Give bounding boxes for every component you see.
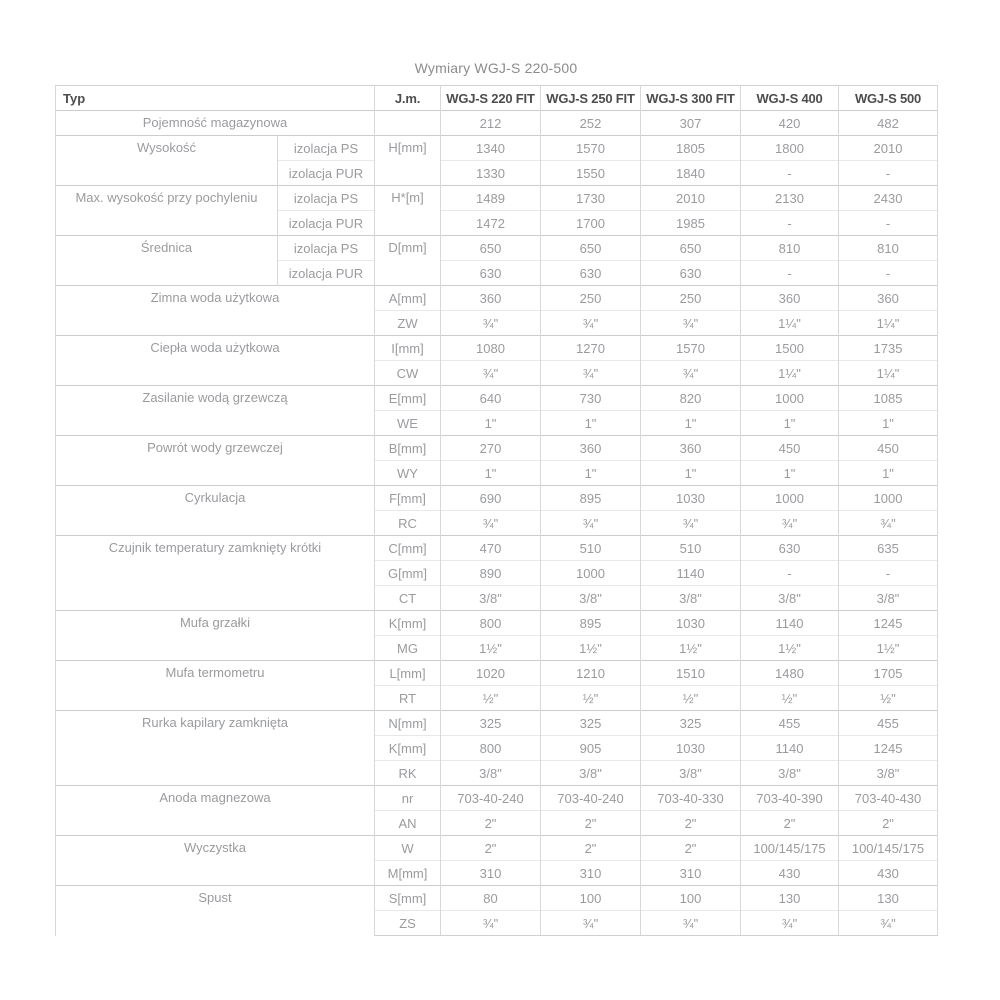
value-cell: ¾" <box>441 511 541 536</box>
unit-cell: WE <box>375 411 441 436</box>
row-group-label: Max. wysokość przy pochyleniu <box>56 186 278 236</box>
row-group-label: Pojemność magazynowa <box>56 111 375 136</box>
value-cell: ¾" <box>641 311 741 336</box>
unit-cell: N[mm] <box>375 711 441 736</box>
value-cell: - <box>839 261 938 286</box>
value-cell: 100/145/175 <box>741 836 839 861</box>
row-group-label: Wyczystka <box>56 836 375 886</box>
value-cell: 2430 <box>839 186 938 211</box>
value-cell: 252 <box>541 111 641 136</box>
value-cell: 1030 <box>641 486 741 511</box>
value-cell: 1489 <box>441 186 541 211</box>
value-cell: 1" <box>839 411 938 436</box>
value-cell: ½" <box>741 686 839 711</box>
value-cell: 650 <box>441 236 541 261</box>
value-cell: 3/8" <box>839 586 938 611</box>
value-cell: 1½" <box>839 636 938 661</box>
column-header-model: WGJ-S 500 <box>839 86 938 111</box>
value-cell: 100 <box>641 886 741 911</box>
value-cell: 630 <box>641 261 741 286</box>
value-cell: 510 <box>641 536 741 561</box>
spec-table <box>55 85 938 936</box>
value-cell: 1½" <box>541 636 641 661</box>
value-cell: 360 <box>641 436 741 461</box>
unit-cell: MG <box>375 636 441 661</box>
table-row <box>56 136 938 161</box>
value-cell: 1570 <box>641 336 741 361</box>
table-row <box>56 386 938 411</box>
value-cell: 895 <box>541 611 641 636</box>
row-group-label: Mufa termometru <box>56 661 375 711</box>
unit-cell: G[mm] <box>375 561 441 586</box>
value-cell: 430 <box>741 861 839 886</box>
value-cell: 2010 <box>839 136 938 161</box>
value-cell: 703-40-240 <box>441 786 541 811</box>
value-cell: 630 <box>541 261 641 286</box>
table-row <box>56 336 938 361</box>
value-cell: 1½" <box>741 636 839 661</box>
insulation-variant-label: izolacja PS <box>278 236 375 261</box>
value-cell: 1700 <box>541 211 641 236</box>
value-cell: ½" <box>541 686 641 711</box>
unit-cell: AN <box>375 811 441 836</box>
value-cell: 130 <box>741 886 839 911</box>
value-cell: - <box>741 261 839 286</box>
row-group-label: Cyrkulacja <box>56 486 375 536</box>
value-cell: 80 <box>441 886 541 911</box>
value-cell: 2" <box>541 836 641 861</box>
value-cell: 1¼" <box>839 361 938 386</box>
value-cell: ¾" <box>541 511 641 536</box>
value-cell: 800 <box>441 736 541 761</box>
value-cell: 640 <box>441 386 541 411</box>
value-cell: ½" <box>839 686 938 711</box>
value-cell: 310 <box>541 861 641 886</box>
unit-cell: RT <box>375 686 441 711</box>
value-cell: 310 <box>641 861 741 886</box>
value-cell: 1¼" <box>741 361 839 386</box>
unit-cell <box>375 111 441 136</box>
spec-table-head <box>56 86 938 111</box>
unit-cell: H[mm] <box>375 136 441 186</box>
column-header-model: WGJ-S 400 <box>741 86 839 111</box>
value-cell: 703-40-330 <box>641 786 741 811</box>
value-cell: 703-40-240 <box>541 786 641 811</box>
row-group-label: Średnica <box>56 236 278 286</box>
value-cell: 895 <box>541 486 641 511</box>
value-cell: - <box>741 211 839 236</box>
value-cell: 1730 <box>541 186 641 211</box>
value-cell: 1735 <box>839 336 938 361</box>
value-cell: 360 <box>541 436 641 461</box>
table-title: Wymiary WGJ-S 220-500 <box>414 60 578 76</box>
value-cell: 1245 <box>839 736 938 761</box>
value-cell: ¾" <box>541 361 641 386</box>
value-cell: 1" <box>641 461 741 486</box>
value-cell: 890 <box>441 561 541 586</box>
value-cell: 420 <box>741 111 839 136</box>
value-cell: 1570 <box>541 136 641 161</box>
value-cell: 1000 <box>741 386 839 411</box>
value-cell: 325 <box>641 711 741 736</box>
unit-cell: ZS <box>375 911 441 936</box>
value-cell: 1000 <box>741 486 839 511</box>
row-group-label: Zasilanie wodą grzewczą <box>56 386 375 436</box>
value-cell: 270 <box>441 436 541 461</box>
value-cell: 325 <box>441 711 541 736</box>
value-cell: 307 <box>641 111 741 136</box>
value-cell: 2" <box>641 836 741 861</box>
value-cell: ¾" <box>839 911 938 936</box>
value-cell: 1840 <box>641 161 741 186</box>
value-cell: 360 <box>839 286 938 311</box>
value-cell: 450 <box>741 436 839 461</box>
value-cell: 1140 <box>741 611 839 636</box>
table-row <box>56 711 938 736</box>
value-cell: 212 <box>441 111 541 136</box>
value-cell: ¾" <box>641 361 741 386</box>
value-cell: 1000 <box>839 486 938 511</box>
value-cell: 1" <box>839 461 938 486</box>
value-cell: 1705 <box>839 661 938 686</box>
value-cell: 100 <box>541 886 641 911</box>
unit-cell: RK <box>375 761 441 786</box>
value-cell: 1210 <box>541 661 641 686</box>
unit-cell: A[mm] <box>375 286 441 311</box>
value-cell: 1030 <box>641 736 741 761</box>
insulation-variant-label: izolacja PUR <box>278 261 375 286</box>
value-cell: 3/8" <box>441 761 541 786</box>
insulation-variant-label: izolacja PS <box>278 186 375 211</box>
value-cell: 1480 <box>741 661 839 686</box>
value-cell: ¾" <box>641 911 741 936</box>
value-cell: 360 <box>441 286 541 311</box>
value-cell: - <box>741 561 839 586</box>
value-cell: 482 <box>839 111 938 136</box>
row-group-label: Powrót wody grzewczej <box>56 436 375 486</box>
table-row <box>56 436 938 461</box>
value-cell: 2" <box>741 811 839 836</box>
table-row <box>56 886 938 911</box>
value-cell: 250 <box>541 286 641 311</box>
value-cell: ½" <box>441 686 541 711</box>
unit-cell: nr <box>375 786 441 811</box>
value-cell: 690 <box>441 486 541 511</box>
unit-cell: L[mm] <box>375 661 441 686</box>
value-cell: 1085 <box>839 386 938 411</box>
value-cell: 635 <box>839 536 938 561</box>
row-group-label: Rurka kapilary zamknięta <box>56 711 375 786</box>
value-cell: 2010 <box>641 186 741 211</box>
value-cell: 3/8" <box>839 761 938 786</box>
unit-cell: WY <box>375 461 441 486</box>
unit-cell: C[mm] <box>375 536 441 561</box>
value-cell: ¾" <box>641 511 741 536</box>
spec-table-body <box>56 111 938 936</box>
value-cell: 1510 <box>641 661 741 686</box>
value-cell: 810 <box>839 236 938 261</box>
value-cell: 1080 <box>441 336 541 361</box>
unit-cell: S[mm] <box>375 886 441 911</box>
row-group-label: Czujnik temperatury zamknięty krótki <box>56 536 375 611</box>
value-cell: 3/8" <box>541 586 641 611</box>
insulation-variant-label: izolacja PUR <box>278 161 375 186</box>
column-header-typ: Typ <box>56 86 375 111</box>
value-cell: 450 <box>839 436 938 461</box>
value-cell: 2" <box>839 811 938 836</box>
value-cell: 3/8" <box>441 586 541 611</box>
row-group-label: Spust <box>56 886 375 936</box>
value-cell: 630 <box>741 536 839 561</box>
value-cell: 650 <box>541 236 641 261</box>
unit-cell: ZW <box>375 311 441 336</box>
table-row <box>56 236 938 261</box>
value-cell: 630 <box>441 261 541 286</box>
value-cell: 1472 <box>441 211 541 236</box>
value-cell: 130 <box>839 886 938 911</box>
row-group-label: Anoda magnezowa <box>56 786 375 836</box>
table-row <box>56 661 938 686</box>
table-row <box>56 836 938 861</box>
row-group-label: Zimna woda użytkowa <box>56 286 375 336</box>
column-header-model: WGJ-S 250 FIT <box>541 86 641 111</box>
value-cell: - <box>839 211 938 236</box>
value-cell: 100/145/175 <box>839 836 938 861</box>
value-cell: 1" <box>741 411 839 436</box>
value-cell: ¾" <box>741 511 839 536</box>
value-cell: 1½" <box>441 636 541 661</box>
value-cell: 310 <box>441 861 541 886</box>
value-cell: 470 <box>441 536 541 561</box>
value-cell: 1½" <box>641 636 741 661</box>
insulation-variant-label: izolacja PUR <box>278 211 375 236</box>
value-cell: ¾" <box>541 311 641 336</box>
value-cell: - <box>741 161 839 186</box>
value-cell: ¾" <box>441 311 541 336</box>
row-group-label: Ciepła woda użytkowa <box>56 336 375 386</box>
table-row <box>56 536 938 561</box>
unit-cell: CT <box>375 586 441 611</box>
value-cell: 905 <box>541 736 641 761</box>
table-row <box>56 786 938 811</box>
value-cell: 1" <box>541 411 641 436</box>
value-cell: 3/8" <box>741 761 839 786</box>
value-cell: ¾" <box>541 911 641 936</box>
table-header-row <box>56 86 938 111</box>
value-cell: 820 <box>641 386 741 411</box>
unit-cell: D[mm] <box>375 236 441 286</box>
unit-cell: CW <box>375 361 441 386</box>
value-cell: 1020 <box>441 661 541 686</box>
table-row <box>56 186 938 211</box>
value-cell: 510 <box>541 536 641 561</box>
value-cell: 703-40-390 <box>741 786 839 811</box>
value-cell: 360 <box>741 286 839 311</box>
value-cell: 3/8" <box>541 761 641 786</box>
insulation-variant-label: izolacja PS <box>278 136 375 161</box>
value-cell: 1805 <box>641 136 741 161</box>
value-cell: 1330 <box>441 161 541 186</box>
value-cell: 1985 <box>641 211 741 236</box>
value-cell: 2" <box>541 811 641 836</box>
value-cell: 1340 <box>441 136 541 161</box>
value-cell: 800 <box>441 611 541 636</box>
value-cell: 250 <box>641 286 741 311</box>
value-cell: 455 <box>839 711 938 736</box>
unit-cell: W <box>375 836 441 861</box>
value-cell: 3/8" <box>741 586 839 611</box>
table-row <box>56 286 938 311</box>
unit-cell: RC <box>375 511 441 536</box>
column-header-model: WGJ-S 300 FIT <box>641 86 741 111</box>
value-cell: 703-40-430 <box>839 786 938 811</box>
value-cell: - <box>839 561 938 586</box>
unit-cell: I[mm] <box>375 336 441 361</box>
row-group-label: Wysokość <box>56 136 278 186</box>
value-cell: 2" <box>441 836 541 861</box>
row-group-label: Mufa grzałki <box>56 611 375 661</box>
value-cell: 1" <box>641 411 741 436</box>
table-row <box>56 111 938 136</box>
value-cell: 1140 <box>641 561 741 586</box>
column-header-unit: J.m. <box>375 86 441 111</box>
value-cell: 1" <box>441 411 541 436</box>
value-cell: 3/8" <box>641 586 741 611</box>
value-cell: 3/8" <box>641 761 741 786</box>
unit-cell: H*[m] <box>375 186 441 236</box>
value-cell: 2" <box>641 811 741 836</box>
value-cell: 1500 <box>741 336 839 361</box>
value-cell: 730 <box>541 386 641 411</box>
value-cell: ¾" <box>839 511 938 536</box>
column-header-model: WGJ-S 220 FIT <box>441 86 541 111</box>
value-cell: ¾" <box>741 911 839 936</box>
value-cell: 325 <box>541 711 641 736</box>
value-cell: ¾" <box>441 911 541 936</box>
value-cell: - <box>839 161 938 186</box>
value-cell: 1" <box>741 461 839 486</box>
unit-cell: K[mm] <box>375 611 441 636</box>
unit-cell: F[mm] <box>375 486 441 511</box>
unit-cell: M[mm] <box>375 861 441 886</box>
value-cell: 1030 <box>641 611 741 636</box>
unit-cell: E[mm] <box>375 386 441 411</box>
value-cell: 1" <box>441 461 541 486</box>
unit-cell: B[mm] <box>375 436 441 461</box>
value-cell: 1000 <box>541 561 641 586</box>
value-cell: 1550 <box>541 161 641 186</box>
table-row <box>56 611 938 636</box>
value-cell: 430 <box>839 861 938 886</box>
unit-cell: K[mm] <box>375 736 441 761</box>
value-cell: 2130 <box>741 186 839 211</box>
value-cell: 1¼" <box>839 311 938 336</box>
table-row <box>56 486 938 511</box>
value-cell: 1140 <box>741 736 839 761</box>
value-cell: 1" <box>541 461 641 486</box>
value-cell: 1800 <box>741 136 839 161</box>
value-cell: 650 <box>641 236 741 261</box>
value-cell: 1¼" <box>741 311 839 336</box>
value-cell: ¾" <box>441 361 541 386</box>
value-cell: 1245 <box>839 611 938 636</box>
value-cell: ½" <box>641 686 741 711</box>
value-cell: 810 <box>741 236 839 261</box>
value-cell: 2" <box>441 811 541 836</box>
value-cell: 455 <box>741 711 839 736</box>
value-cell: 1270 <box>541 336 641 361</box>
